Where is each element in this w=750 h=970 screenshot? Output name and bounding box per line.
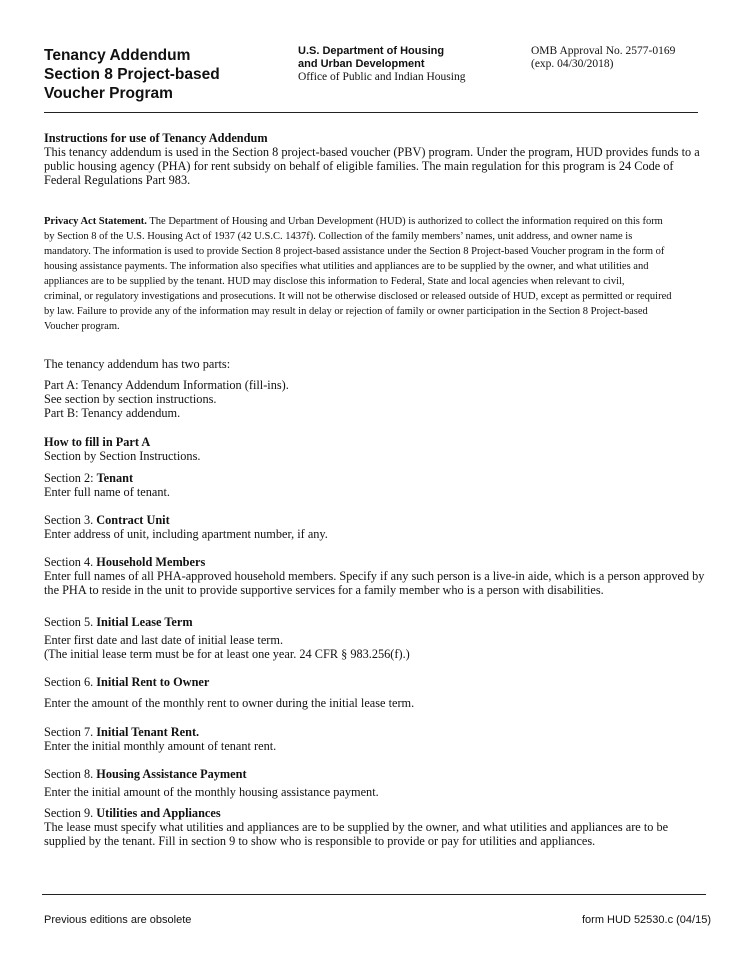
section-9 [44, 806, 706, 848]
privacy-lead: Privacy Act Statement. [44, 216, 147, 227]
section-title: Initial Rent to Owner [96, 675, 210, 689]
form-number: form HUD 52530.c (04/15) [582, 914, 711, 926]
section-title: Contract Unit [96, 513, 170, 527]
privacy-line: by Section 8 of the U.S. Housing Act of 1937 (42 U.S.C. 1437f). Collection of the family members’ names, unit address, and owner name is [44, 231, 633, 242]
section-prefix: Section 3. [44, 513, 97, 527]
section-title: Household Members [96, 555, 206, 569]
part-see: See section by section instructions. [44, 392, 217, 406]
instructions-section [44, 131, 706, 187]
instructions-line: public housing agency (PHA) for rent subsidy on behalf of eligible families. The main regulation for this program is 24 Code of [44, 159, 674, 173]
how-to-fill-text: Section by Section Instructions. [44, 449, 201, 463]
section-4 [44, 555, 706, 597]
header-divider [44, 112, 698, 113]
office-name: Office of Public and Indian Housing [298, 71, 466, 83]
privacy-line: criminal, or regulatory investigations and prosecutions. It will not be otherwise disclosed or released outside of HUD, except as permitted or required [44, 291, 672, 302]
how-to-fill-heading: How to fill in Part A [44, 435, 151, 449]
section-3 [44, 513, 706, 541]
section-title: Utilities and Appliances [96, 806, 221, 820]
section-text: (The initial lease term must be for at least one year. 24 CFR § 983.256(f).) [44, 647, 410, 661]
instructions-heading: Instructions for use of Tenancy Addendum [44, 131, 268, 145]
form-title-line: Tenancy Addendum [44, 47, 191, 64]
part-a: Part A: Tenancy Addendum Information (fill-ins). [44, 378, 289, 392]
section-prefix: Section 8. [44, 767, 97, 781]
section-prefix: Section 4. [44, 555, 97, 569]
section-text: Enter first date and last date of initial lease term. [44, 633, 284, 647]
section-text: The lease must specify what utilities and appliances are to be supplied by the owner, and what utilities and appliances are to be [44, 820, 669, 834]
form-title-line: Voucher Program [44, 85, 173, 102]
privacy-line: appliances are to be supplied by the tenant. HUD may disclose this information to Federal, State and local agencies when relevant to civil, [44, 276, 625, 287]
parts-list [44, 378, 706, 420]
footer-note: Previous editions are obsolete [44, 914, 192, 926]
section-text: the PHA to reside in the unit to provide supportive services for a family member who is a person with disabilities. [44, 583, 604, 597]
footer-divider [42, 894, 706, 895]
department-name-cont: and Urban Development [298, 58, 425, 70]
section-text: Enter the initial amount of the monthly housing assistance payment. [44, 785, 379, 799]
section-text: Enter the initial monthly amount of tenant rent. [44, 739, 277, 753]
section-6 [44, 675, 706, 710]
section-prefix: Section 9. [44, 806, 97, 820]
section-7 [44, 725, 706, 753]
part-b: Part B: Tenancy addendum. [44, 406, 181, 420]
section-text: Enter full names of all PHA-approved household members. Specify if any such person is a live-in aide, which is a person approved by [44, 569, 705, 583]
how-to-fill-section [44, 435, 706, 463]
section-8 [44, 767, 706, 799]
privacy-line: Voucher program. [44, 321, 120, 332]
omb-block [531, 45, 675, 71]
parts-intro: The tenancy addendum has two parts: [44, 357, 231, 371]
section-title: Tenant [96, 471, 134, 485]
instructions-line: This tenancy addendum is used in the Section 8 project-based voucher (PBV) program. Under the program, HUD provides funds to a [44, 145, 700, 159]
privacy-act-section [44, 214, 706, 334]
privacy-line: mandatory. The information is used to provide Section 8 project-based assistance under the Section 8 Project-based Voucher program in the form of [44, 246, 665, 257]
section-prefix: Section 5. [44, 615, 97, 629]
section-text: supplied by the tenant. Fill in section 9 to show who is responsible to provide or pay for utilities and appliances. [44, 834, 596, 848]
section-text: Enter the amount of the monthly rent to owner during the initial lease term. [44, 696, 415, 710]
section-text: Enter address of unit, including apartment number, if any. [44, 527, 328, 541]
privacy-line [44, 214, 706, 229]
section-2 [44, 471, 706, 499]
section-title: Initial Tenant Rent. [96, 725, 200, 739]
privacy-line: housing assistance payments. The information also specifies what utilities and appliances are to be supplied by the owner, and what utilities and [44, 261, 649, 272]
privacy-first-line: The Department of Housing and Urban Development (HUD) is authorized to collect the information required on this form [146, 216, 663, 227]
form-title-line: Section 8 Project-based [44, 66, 220, 83]
department-block [298, 45, 465, 84]
section-title: Initial Lease Term [96, 615, 193, 629]
privacy-line: by law. Failure to provide any of the information may result in delay or rejection of family or owner participation in the Section 8 Project-based [44, 306, 648, 317]
instructions-line: Federal Regulations Part 983. [44, 173, 191, 187]
section-prefix: Section 2: [44, 471, 97, 485]
omb-expiration: (exp. 04/30/2018) [531, 58, 614, 70]
section-text: Enter full name of tenant. [44, 485, 170, 499]
form-title [44, 46, 220, 103]
section-title: Housing Assistance Payment [96, 767, 247, 781]
section-prefix: Section 6. [44, 675, 97, 689]
omb-approval: OMB Approval No. 2577-0169 [531, 45, 676, 57]
section-5 [44, 615, 706, 661]
section-prefix: Section 7. [44, 725, 97, 739]
department-name: U.S. Department of Housing [298, 45, 445, 57]
